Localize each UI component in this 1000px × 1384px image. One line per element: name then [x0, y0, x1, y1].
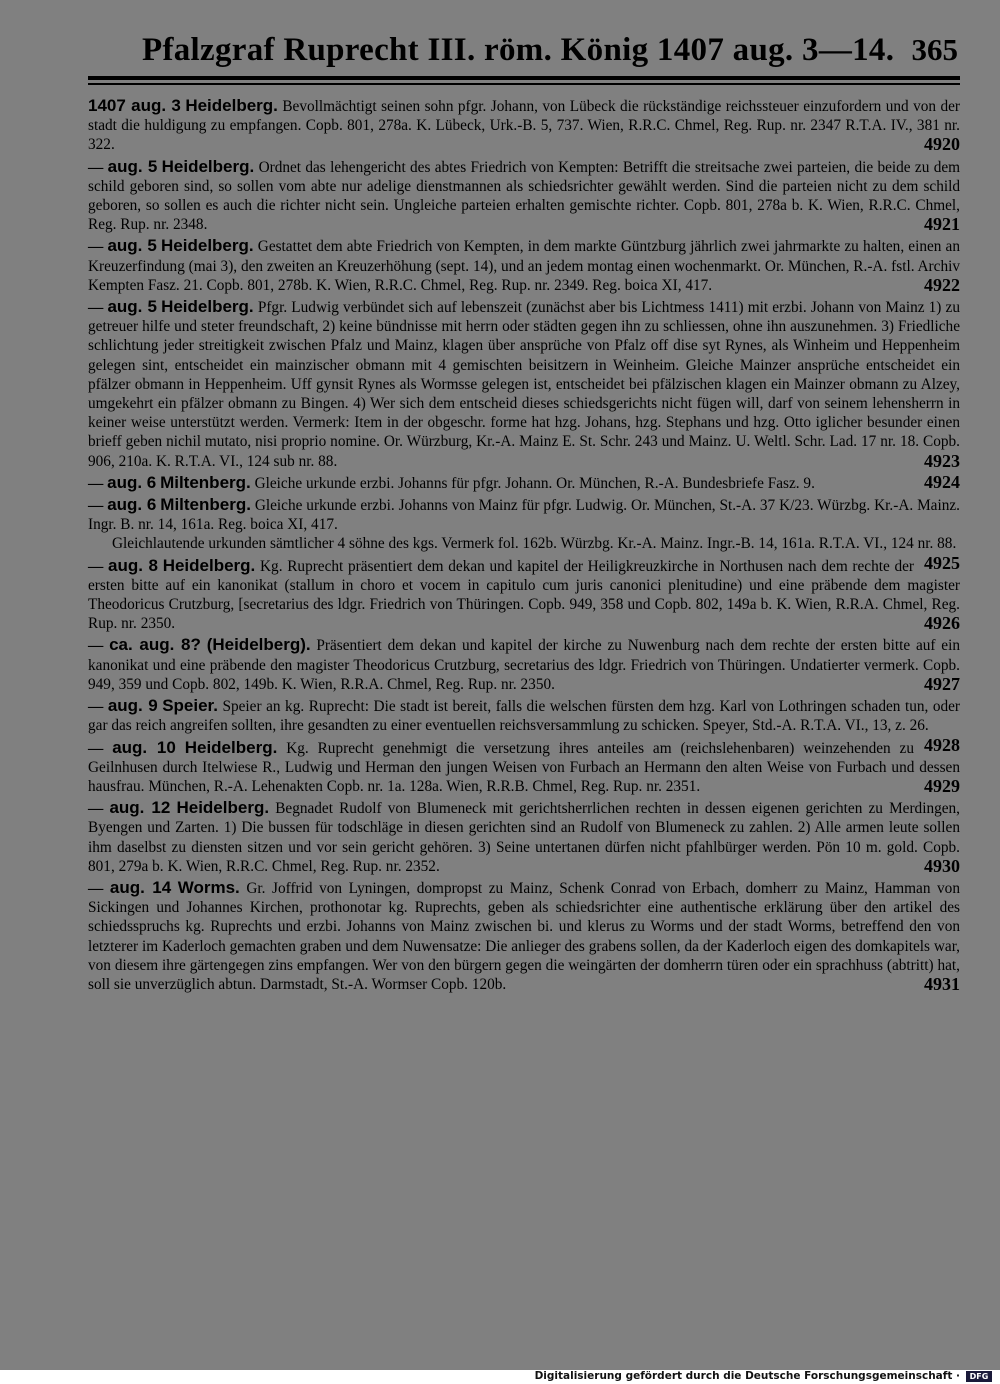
dfg-funding-note: Digitalisierung gefördert durch die Deutsche Forschungsgemeinschaft ·: [534, 1370, 960, 1382]
entry-date: aug. 5: [107, 156, 158, 176]
entry-dash: —: [88, 238, 104, 256]
dfg-logo: DFG: [966, 1371, 992, 1382]
entry-date: ca. aug. 8?: [109, 635, 201, 655]
entry-number: 4921: [924, 214, 960, 235]
entry-place: Heidelberg.: [184, 737, 278, 757]
entry-dash: —: [88, 739, 104, 757]
entry-place: Miltenberg.: [160, 495, 251, 515]
entry-place: Speier.: [162, 696, 218, 716]
entry-date: aug. 14: [109, 877, 172, 897]
entry-date: aug. 10: [112, 737, 176, 757]
regest-entry: [88, 878, 960, 994]
entry-date: aug. 5: [107, 297, 157, 317]
entry-text: Pfgr. Ludwig verbündet sich auf lebenszeit (zunächst aber bis Lichtmess 1411) mit erzbi. Johann von Mainz 1) zu getreuer hilfe und steter freundschaft, 2) keine bündnisse mit herrn oder städten gegen ihn zu schliessen, ohne ihn auszunehmen. 3) Friedliche schlichtung jeder streitigkeit zwischen Pfalz und Mainz, klagen über ansprüche von Pfalz off dise syt Rynes, als Winheim und Heppenheim gelegen sint, entscheidet ein mainzischer obmann mit 4 gemischten beisitzern in Weinheim. Gleiche Mainzer ansprüche entscheidet ein pfälzer obmann in Heppenheim. Uff gynsit Rynes als Wormsse gelegen ist, entscheidet bei pfälzischen klagen ein Mainzer obmann zu Alzey, umgekehrt ein pfälzer obmann zu Bingen. 4) Wer sich dem entscheid dieses schiedsgerichts nicht fügen will, darf von seinem lehensherrn in keiner weise unterstützt werden. Vermerk: Item in der obgeschr. forme hat hzg. Johans, hzg. Stephans und hzg. Otto iglicher besunder einen brieff geben nichil mutato, nisi proprio nomine. Or. Würzburg, Kr.-A. Mainz E. St. Schr. 243 und Mainz. U. Weltl. Schr. Lad. 17 nr. 18. Copb. 906, 210a. K. R.T.A. VI., 124 sub nr. 88.: [88, 299, 961, 470]
entry-dash: —: [88, 497, 104, 515]
entry-text: Begnadet Rudolf von Blumeneck mit gerichtsherrlichen rechten in dessen eigenen gerichten zu Merdingen, Byengen und Zarten. 1) Die bussen für todschläge in diesen gerichten sind an Rudolf von Blumeneck zu zahlen. 2) Alle armen leute sollen ihm daselbst zu diensten sitzen und vor sein gericht gehören. 3) Seine untertanen dürfen nicht pfahlbürger werden. Pön 10 m. gold. Copb. 801, 279a b. K. Wien, R.R.C. Chmel, Reg. Rup. nr. 2352.: [88, 800, 961, 875]
regest-entry: [88, 473, 960, 493]
entry-date: aug. 5: [107, 236, 157, 256]
regest-entry: [88, 552, 960, 634]
entry-place: Miltenberg.: [160, 472, 251, 492]
running-header: [80, 30, 960, 70]
entry-place: Heidelberg.: [162, 555, 256, 575]
entry-text: Bevollmächtigt seinen sohn pfgr. Johann, von Lübeck die rückständige reichssteuer einzufordern und von der stadt die huldigung zu empfangen. Copb. 801, 278a. K. Lübeck, Urk.-B. 5, 737. Wien, R.R.C. Chmel, Reg. Rup. nr. 2347 R.T.A. IV., 381 nr. 322.: [88, 98, 961, 154]
entry-number: 4924: [924, 471, 960, 492]
entry-continuation: Gleichlautende urkunden sämtlicher 4 söhne des kgs. Vermerk fol. 162b. Würzbg. Kr.-A. Mainz. Ingr.-B. 14, 161a. R.T.A. VI., 124 nr. 88.: [112, 535, 957, 553]
entry-text: Gleiche urkunde erzbi. Johanns von Mainz für pfgr. Ludwig. Or. München, St.-A. 37 K/23. Würzbg. Kr.-A. Mainz. Ingr. B. nr. 14, 161a. Reg. boica XI, 417.: [88, 497, 960, 534]
regest-entry: [88, 635, 960, 694]
entry-dash: —: [88, 474, 104, 492]
entry-number: 4920: [924, 134, 960, 155]
regest-list: [88, 96, 960, 996]
entry-number: 4922: [924, 274, 960, 295]
regest-entry: [88, 236, 960, 295]
entry-text: Speier an kg. Ruprecht: Die stadt ist bereit, falls die welschen fürsten dem hzg. Karl von Lothringen schaden tun, oder gar das reich angreifen sollten, ihre gesandten zu einer eventuellen reichsversammlung zu schicken. Speyer, Std.-A. R.T.A. VI., 13, z. 26.: [88, 698, 961, 735]
page-number: 365: [911, 32, 958, 67]
entry-number: 4926: [924, 613, 960, 634]
entry-dash: —: [88, 557, 104, 575]
entry-date: aug. 12: [109, 798, 171, 818]
regest-entry: [88, 798, 960, 876]
entry-date: aug. 6: [107, 472, 157, 492]
entry-place: Worms.: [177, 877, 240, 897]
entry-dash: —: [88, 299, 104, 317]
entry-place: Heidelberg.: [161, 156, 255, 176]
entry-dash: —: [88, 158, 104, 176]
entry-dash: —: [88, 698, 104, 716]
entry-place: Heidelberg.: [161, 297, 254, 317]
entry-dash: —: [88, 637, 104, 655]
entry-place: (Heidelberg).: [206, 635, 311, 655]
entry-text: Präsentiert dem dekan und kapitel der kirche zu Nuwenburg nach dem rechte der ersten bitte auf ein kanonikat und eine präbende den magister Theodoricus Crutzburg, secretarius des ldgr. Friedrich von Thüringen. Undatierter vermerk. Copb. 949, 359 und Copb. 802, 149b. K. Wien, R.R.A. Chmel, Reg. Rup. nr. 2350.: [88, 637, 960, 693]
entry-number: 4930: [924, 855, 960, 876]
header-rule-thick: [88, 76, 960, 80]
entry-text: Kg. Ruprecht präsentiert dem dekan und kapitel der Heiligkreuzkirche in Northusen nach dem rechte der ersten bitte auf ein kanonikat (stallum in choro et vocem in capitulo cum juris canonici plenitudine) und eine präbende dem magister Theodoricus Crutzburg, [secretarius des ldgr. Friedrich von Thüringen. Copb. 949, 358 und Copb. 802, 149a b. K. Wien, R.R.A. Chmel, Reg. Rup. nr. 2350.: [88, 557, 960, 633]
regest-entry: [88, 297, 960, 471]
running-title: Pfalzgraf Ruprecht III. röm. König 1407 aug. 3—14.: [142, 32, 895, 68]
entry-text: Gr. Joffrid von Lyningen, dompropst zu Mainz, Schenk Conrad von Erbach, domherr zu Mainz, Hamman von Sickingen und Johannes Kirchen, prothonotar kg. Ruprechts, geben als schiedsrichter eine authentische erklärung über den artikel des schiedsspruchs kg. Ruprechts und erzbi. Johanns von Mainz zwischen bi. und klerus zu Worms und der stadt Worms, betreffend den von letzterer im Kaderloch gemachten graben und dem Nuwensatze: Die anlieger des grabens sollen, da der Kaderloch eigen des domkapitels war, von diesem ihre gärtengegen zins empfangen. Wer von den bürgern gegen die weingärten der domherrn türen oder ein sprachhuss (abtritt) hat, soll sie unverzüglich abtun. Darmstadt, St.-A. Wormser Copb. 120b.: [88, 879, 960, 993]
regest-entry: [88, 96, 960, 155]
entry-text: Gleiche urkunde erzbi. Johanns für pfgr. Johann. Or. München, R.-A. Bundesbriefe Fasz. 9.: [254, 474, 815, 492]
entry-text: Kg. Ruprecht genehmigt die versetzung ihres anteiles am (reichslehenbaren) weinzehenden zu Geilnhusen durch Itelwiese R., Ludwig und Herman den jungen Weisen von Furbach an Hermann den alten Weise von Furbach und dessen hausfrau. München, R.-A. Lehenakten Copb. nr. 1a. 128a. Wien, R.R.B. Chmel, Reg. Rup. nr. 2351.: [88, 739, 960, 795]
entry-place: Heidelberg.: [161, 236, 254, 256]
entry-dash: —: [88, 879, 104, 897]
entry-date: aug. 6: [107, 495, 157, 515]
entry-date: 1407 aug. 3: [88, 96, 181, 115]
regest-entry: [88, 734, 960, 797]
entry-number: 4929: [924, 775, 960, 796]
entry-date: aug. 8: [108, 555, 158, 575]
entry-place: Heidelberg.: [185, 96, 278, 115]
regest-entry: [88, 157, 960, 235]
entry-place: Heidelberg.: [176, 798, 270, 818]
entry-number: 4928: [924, 734, 960, 755]
header-rule-thin: [88, 83, 960, 85]
entry-text: Ordnet das lehengericht des abtes Friedrich von Kempten: Betrifft die streitsache zwei parteien, die beide zu dem schild geboren sind, so sollen vom abte nur adelige dienstmannen als schiedsrichter gewählt werden. Sind die parteien nicht zu dem schild geboren, so sollen es auch die richter nicht sein. Ungleiche parteien erhalten gemischte richter. Copb. 801, 278a b. K. Wien, R.R.C. Chmel, Reg. Rup. nr. 2348.: [88, 158, 961, 234]
entry-number: 4923: [924, 450, 960, 471]
entry-text: Gestattet dem abte Friedrich von Kempten, in dem markte Güntzburg jährlich zwei jahrmarkte zu halten, einen an Kreuzerfindung (mai 3), den zweiten an Kreuzerhöhung (sept. 14), und an jedem montag einen wochenmarkt. Or. München, R.-A. fstl. Archiv Kempten Fasz. 21. Copb. 801, 278b. K. Wien, R.R.C. Chmel, Reg. Rup. nr. 2349. Reg. boica XI, 417.: [88, 238, 960, 294]
footer-bar: [0, 1370, 1000, 1384]
entry-number: 4927: [924, 673, 960, 694]
entry-number: 4931: [924, 973, 960, 994]
entry-dash: —: [88, 800, 104, 818]
entry-number: 4925: [924, 552, 960, 573]
entry-date: aug. 9: [107, 696, 158, 716]
